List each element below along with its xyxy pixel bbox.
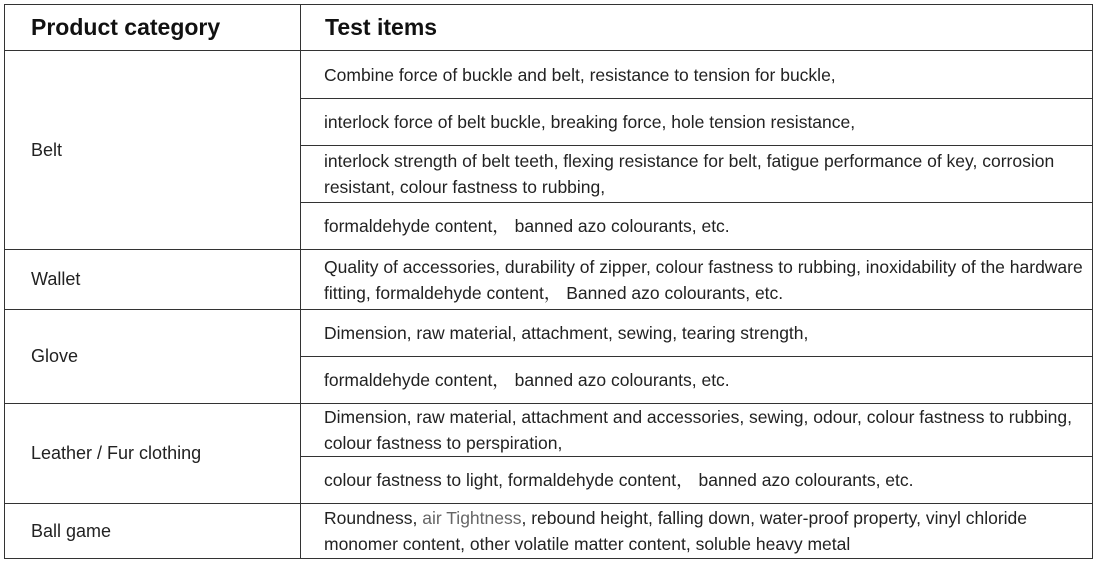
belt-test-item: interlock strength of belt teeth, flexing resistance for belt, fatigue performance of key, corrosion resistant, colour fastness to rubbing, [301, 146, 1093, 203]
header-test-items: Test items [301, 5, 1093, 51]
table-row [5, 250, 1093, 310]
belt-test-item: interlock force of belt buckle, breaking force, hole tension resistance, [301, 99, 1093, 146]
leather-test-item: Dimension, raw material, attachment and accessories, sewing, odour, colour fastness to rubbing, colour fastness to perspiration, [301, 404, 1093, 457]
category-leather-fur-clothing: Leather / Fur clothing [5, 404, 301, 504]
header-row [5, 5, 1093, 51]
table-row [5, 51, 1093, 99]
table-row [5, 404, 1093, 457]
glove-test-item: formaldehyde content， banned azo colourants, etc. [301, 357, 1093, 404]
belt-test-item: formaldehyde content， banned azo colourants, etc. [301, 203, 1093, 250]
ball-game-test-item [301, 504, 1093, 559]
table-row [5, 504, 1093, 559]
category-belt: Belt [5, 51, 301, 250]
ball-item-text-start: Roundness, [324, 508, 423, 528]
leather-test-item: colour fastness to light, formaldehyde content， banned azo colourants, etc. [301, 457, 1093, 504]
ball-item-text-end: , rebound height, falling down, water-proof property, vinyl chloride monomer content, other volatile matter content, soluble heavy metal [324, 508, 1027, 554]
table-row [5, 310, 1093, 357]
test-items-table [4, 4, 1093, 559]
glove-test-item: Dimension, raw material, attachment, sewing, tearing strength, [301, 310, 1093, 357]
wallet-test-item: Quality of accessories, durability of zipper, colour fastness to rubbing, inoxidability of the hardware fitting, formaldehyde content， Banned azo colourants, etc. [301, 250, 1093, 310]
category-glove: Glove [5, 310, 301, 404]
category-wallet: Wallet [5, 250, 301, 310]
ball-item-air-tightness: air Tightness [422, 508, 522, 528]
header-product-category: Product category [5, 5, 301, 51]
belt-test-item: Combine force of buckle and belt, resistance to tension for buckle, [301, 51, 1093, 99]
category-ball-game: Ball game [5, 504, 301, 559]
